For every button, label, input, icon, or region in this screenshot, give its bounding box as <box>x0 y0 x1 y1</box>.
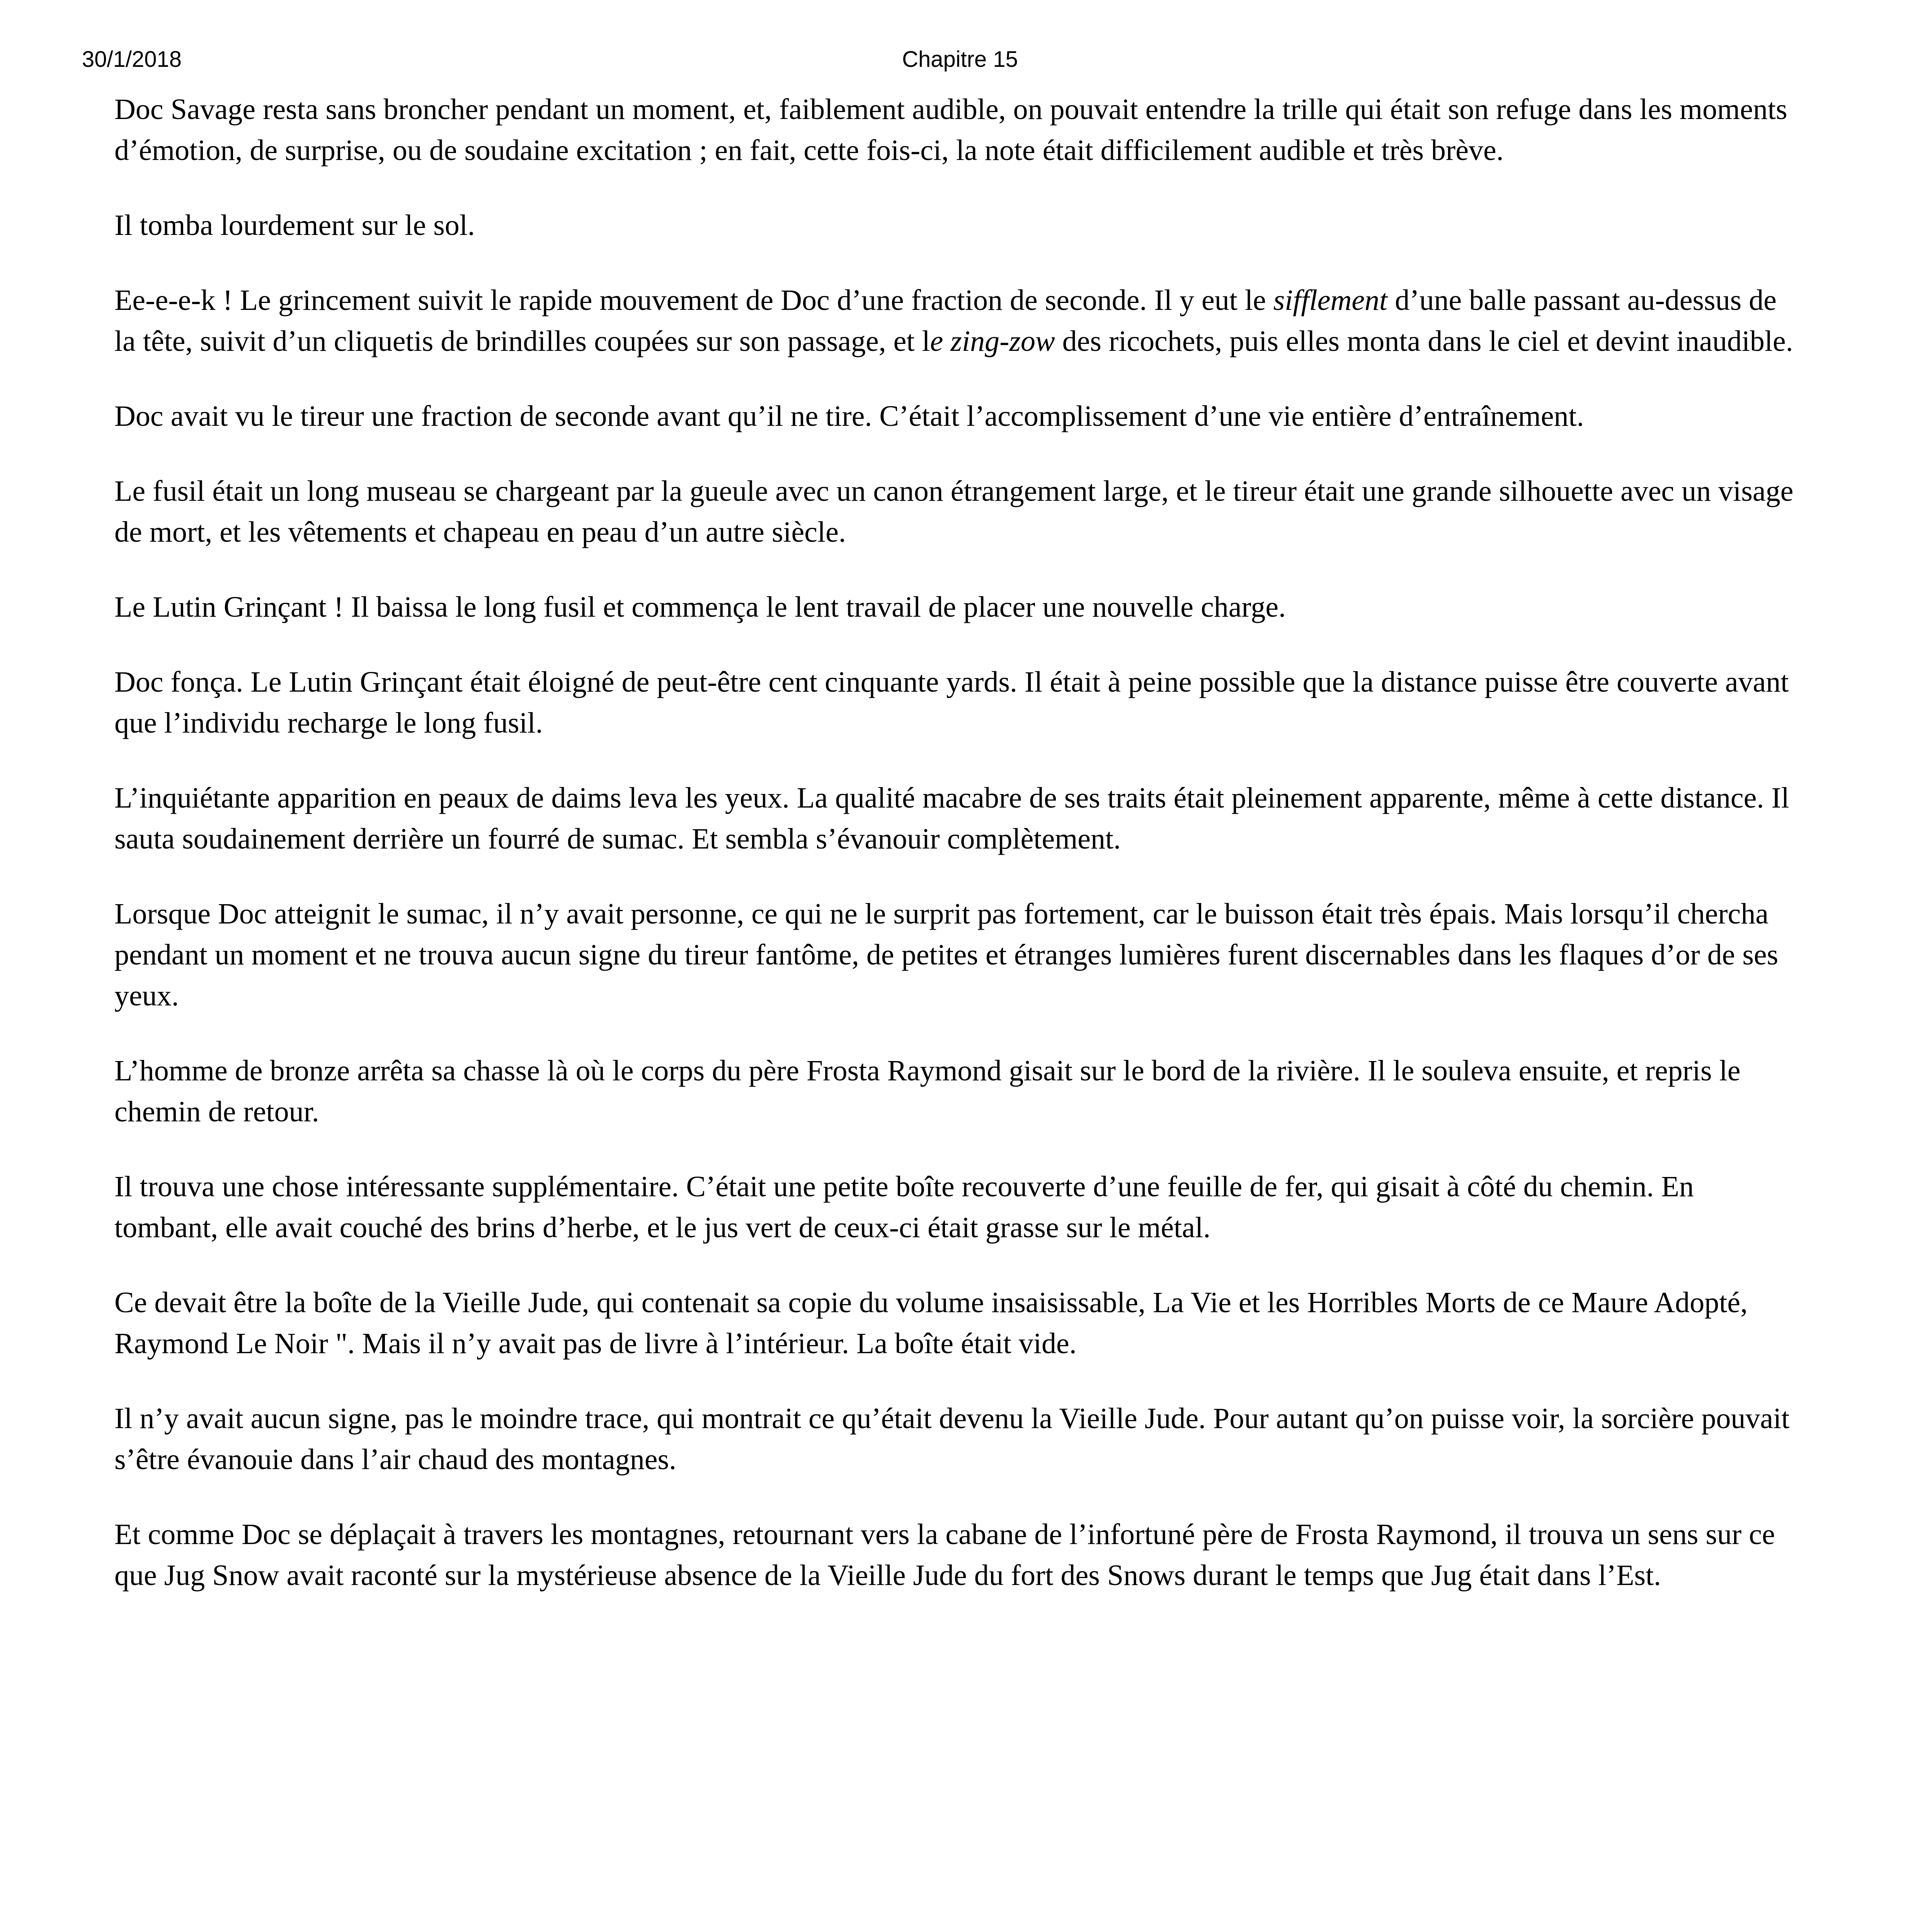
italic-text: sifflement <box>1273 284 1388 316</box>
chapter-text <box>114 89 1796 1630</box>
paragraph: Le fusil était un long museau se chargeant par la gueule avec un canon étrangement large, et le tireur était une grande silhouette avec un visage de mort, et les vêtements et chapeau en peau d’un autre siècle. <box>114 475 1794 548</box>
paragraph: Et comme Doc se déplaçait à travers les montagnes, retournant vers la cabane de l’infortuné père de Frosta Raymond, il trouva un sens sur ce que Jug Snow avait raconté sur la mystérieuse absence de la Vieille Jude du fort des Snows durant le temps que Jug était dans l’Est. <box>114 1518 1775 1592</box>
page-title: Chapitre 15 <box>902 47 1018 72</box>
paragraph: Il n’y avait aucun signe, pas le moindre trace, qui montrait ce qu’était devenu la Vieille Jude. Pour autant qu’on puisse voir, la sorcière pouvait s’être évanouie dans l’air chaud des montagnes. <box>114 1402 1790 1476</box>
paragraph: L’inquiétante apparition en peaux de daims leva les yeux. La qualité macabre de ses traits était pleinement apparente, même à cette distance. Il sauta soudainement derrière un fourré de sumac. Et sembla s’évanouir complètement. <box>114 782 1789 855</box>
paragraph: Il tomba lourdement sur le sol. <box>114 209 475 242</box>
paragraph: Doc fonça. Le Lutin Grinçant était éloigné de peut-être cent cinquante yards. Il était à peine possible que la distance puisse être couverte avant que l’individu recharge le long fusil. <box>114 666 1789 739</box>
paragraph <box>114 280 1796 362</box>
page-header <box>0 46 1920 77</box>
paragraph: Le Lutin Grinçant ! Il baissa le long fusil et commença le lent travail de placer une nouvelle charge. <box>114 591 1286 623</box>
paragraph-text: d’une balle passant au-dessus de la tête, suivit d’un cliquetis de brindilles coupées sur son passage, et l <box>114 284 1777 357</box>
paragraph: Doc Savage resta sans broncher pendant un moment, et, faiblement audible, on pouvait entendre la trille qui était son refuge dans les moments d’émotion, de surprise, ou de soudaine excitation ; en fait, cette fois-ci, la note était difficilement audible et très brève. <box>114 93 1787 167</box>
paragraph: L’homme de bronze arrêta sa chasse là où le corps du père Frosta Raymond gisait sur le bord de la rivière. Il le souleva ensuite, et repris le chemin de retour. <box>114 1054 1741 1128</box>
paragraph: Doc avait vu le tireur une fraction de seconde avant qu’il ne tire. C’était l’accomplissement d’une vie entière d’entraînement. <box>114 400 1584 432</box>
paragraph: Ce devait être la boîte de la Vieille Jude, qui contenait sa copie du volume insaisissable, La Vie et les Horribles Morts de ce Maure Adopté, Raymond Le Noir ". Mais il n’y avait pas de livre à l’intérieur. La boîte était vide. <box>114 1286 1748 1360</box>
paragraph: Il trouva une chose intéressante supplémentaire. C’était une petite boîte recouverte d’une feuille de fer, qui gisait à côté du chemin. En tombant, elle avait couché des brins d’herbe, et le jus vert de ceux-ci était grasse sur le métal. <box>114 1170 1694 1244</box>
paragraph-text: des ricochets, puis elles monta dans le ciel et devint inaudible. <box>1055 325 1793 357</box>
paragraph-text: Ee-e-e-k ! Le grincement suivit le rapide mouvement de Doc d’une fraction de seconde. Il y eut le <box>114 284 1273 316</box>
italic-text: e zing-zow <box>930 325 1055 357</box>
print-date: 30/1/2018 <box>82 47 182 72</box>
paragraph: Lorsque Doc atteignit le sumac, il n’y avait personne, ce qui ne le surprit pas fortement, car le buisson était très épais. Mais lorsqu’il chercha pendant un moment et ne trouva aucun signe du tireur fantôme, de petites et étranges lumières furent discernables dans les flaques d’or de ses yeux. <box>114 898 1779 1012</box>
